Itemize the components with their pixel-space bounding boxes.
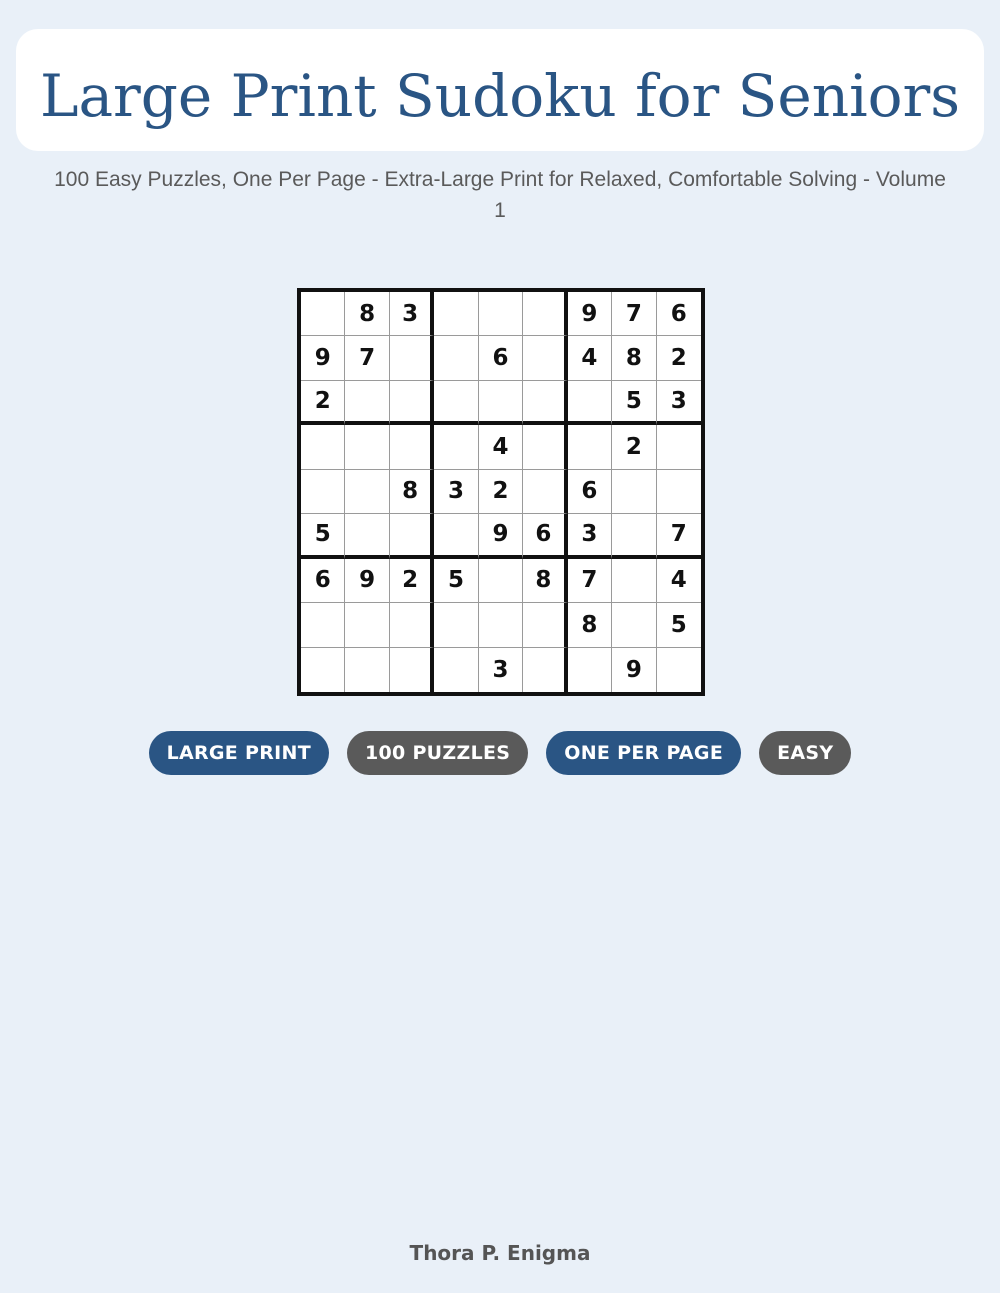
sudoku-cell: 9 [301,336,345,380]
sudoku-cell: 3 [390,292,434,336]
sudoku-cell [479,292,523,336]
sudoku-cell [479,381,523,425]
sudoku-cell [523,381,567,425]
sudoku-cell: 6 [301,559,345,603]
sudoku-cell [301,470,345,514]
sudoku-cell [345,381,389,425]
sudoku-cell [301,292,345,336]
sudoku-cell: 4 [568,336,612,380]
tag-row [0,731,1000,775]
book-title: Large Print Sudoku for Seniors [39,62,961,130]
sudoku-cell: 5 [657,603,701,647]
sudoku-cell [568,425,612,469]
sudoku-cell [612,514,656,558]
sudoku-cell [568,381,612,425]
sudoku-cell [523,603,567,647]
sudoku-cell [523,470,567,514]
sudoku-cell [434,603,478,647]
sudoku-cell [390,514,434,558]
sudoku-cell: 9 [479,514,523,558]
sudoku-cell [657,648,701,692]
sudoku-cell: 2 [301,381,345,425]
sudoku-cell [523,292,567,336]
sudoku-cell: 7 [568,559,612,603]
sudoku-cell: 8 [612,336,656,380]
sudoku-cell: 9 [345,559,389,603]
feature-tag: 100 PUZZLES [347,731,528,775]
book-subtitle: 100 Easy Puzzles, One Per Page - Extra-Large Print for Relaxed, Comfortable Solving - Volume 1 [54,168,946,222]
sudoku-cell: 3 [479,648,523,692]
sudoku-cell: 3 [657,381,701,425]
sudoku-cell: 6 [479,336,523,380]
sudoku-cell: 7 [612,292,656,336]
sudoku-cell: 2 [390,559,434,603]
sudoku-cell: 3 [434,470,478,514]
sudoku-cell [390,603,434,647]
sudoku-cell [301,603,345,647]
sudoku-cell [434,648,478,692]
sudoku-cell: 4 [657,559,701,603]
title-card [16,29,984,151]
sudoku-cell: 8 [523,559,567,603]
sudoku-cell [568,648,612,692]
sudoku-cell: 9 [568,292,612,336]
sudoku-cell [612,603,656,647]
sudoku-cell [345,514,389,558]
sudoku-cell: 6 [568,470,612,514]
sudoku-cell [345,648,389,692]
feature-tag: ONE PER PAGE [546,731,741,775]
sudoku-cell [434,425,478,469]
sudoku-cell [523,648,567,692]
sudoku-cell: 5 [612,381,656,425]
feature-tag: LARGE PRINT [149,731,329,775]
sudoku-cell [657,425,701,469]
sudoku-cell: 8 [568,603,612,647]
sudoku-cell: 9 [612,648,656,692]
sudoku-cell [390,336,434,380]
sudoku-cell: 7 [657,514,701,558]
sudoku-cell [479,559,523,603]
sudoku-cell: 5 [301,514,345,558]
sudoku-cell [657,470,701,514]
sudoku-cell: 8 [345,292,389,336]
sudoku-cell: 6 [523,514,567,558]
sudoku-cell: 3 [568,514,612,558]
sudoku-cell [434,336,478,380]
feature-tag: EASY [759,731,851,775]
sudoku-cell [479,603,523,647]
sudoku-cell [523,336,567,380]
sudoku-cell: 7 [345,336,389,380]
sudoku-cell [301,425,345,469]
sudoku-cell [612,559,656,603]
sudoku-cell [345,470,389,514]
sudoku-cell [434,381,478,425]
sudoku-cell: 6 [657,292,701,336]
sudoku-cell [345,425,389,469]
sudoku-cell: 2 [657,336,701,380]
sudoku-cell [523,425,567,469]
sudoku-cell [390,648,434,692]
sudoku-cell [612,470,656,514]
sudoku-cell: 5 [434,559,478,603]
sudoku-cell [434,292,478,336]
sudoku-cell: 4 [479,425,523,469]
sudoku-cell [345,603,389,647]
sudoku-cell: 2 [612,425,656,469]
sudoku-cell [301,648,345,692]
sudoku-grid [297,288,705,696]
author-name: Thora P. Enigma [409,1241,591,1265]
sudoku-cell: 2 [479,470,523,514]
sudoku-cell [390,381,434,425]
sudoku-cell [434,514,478,558]
sudoku-cell: 8 [390,470,434,514]
sudoku-cell [390,425,434,469]
